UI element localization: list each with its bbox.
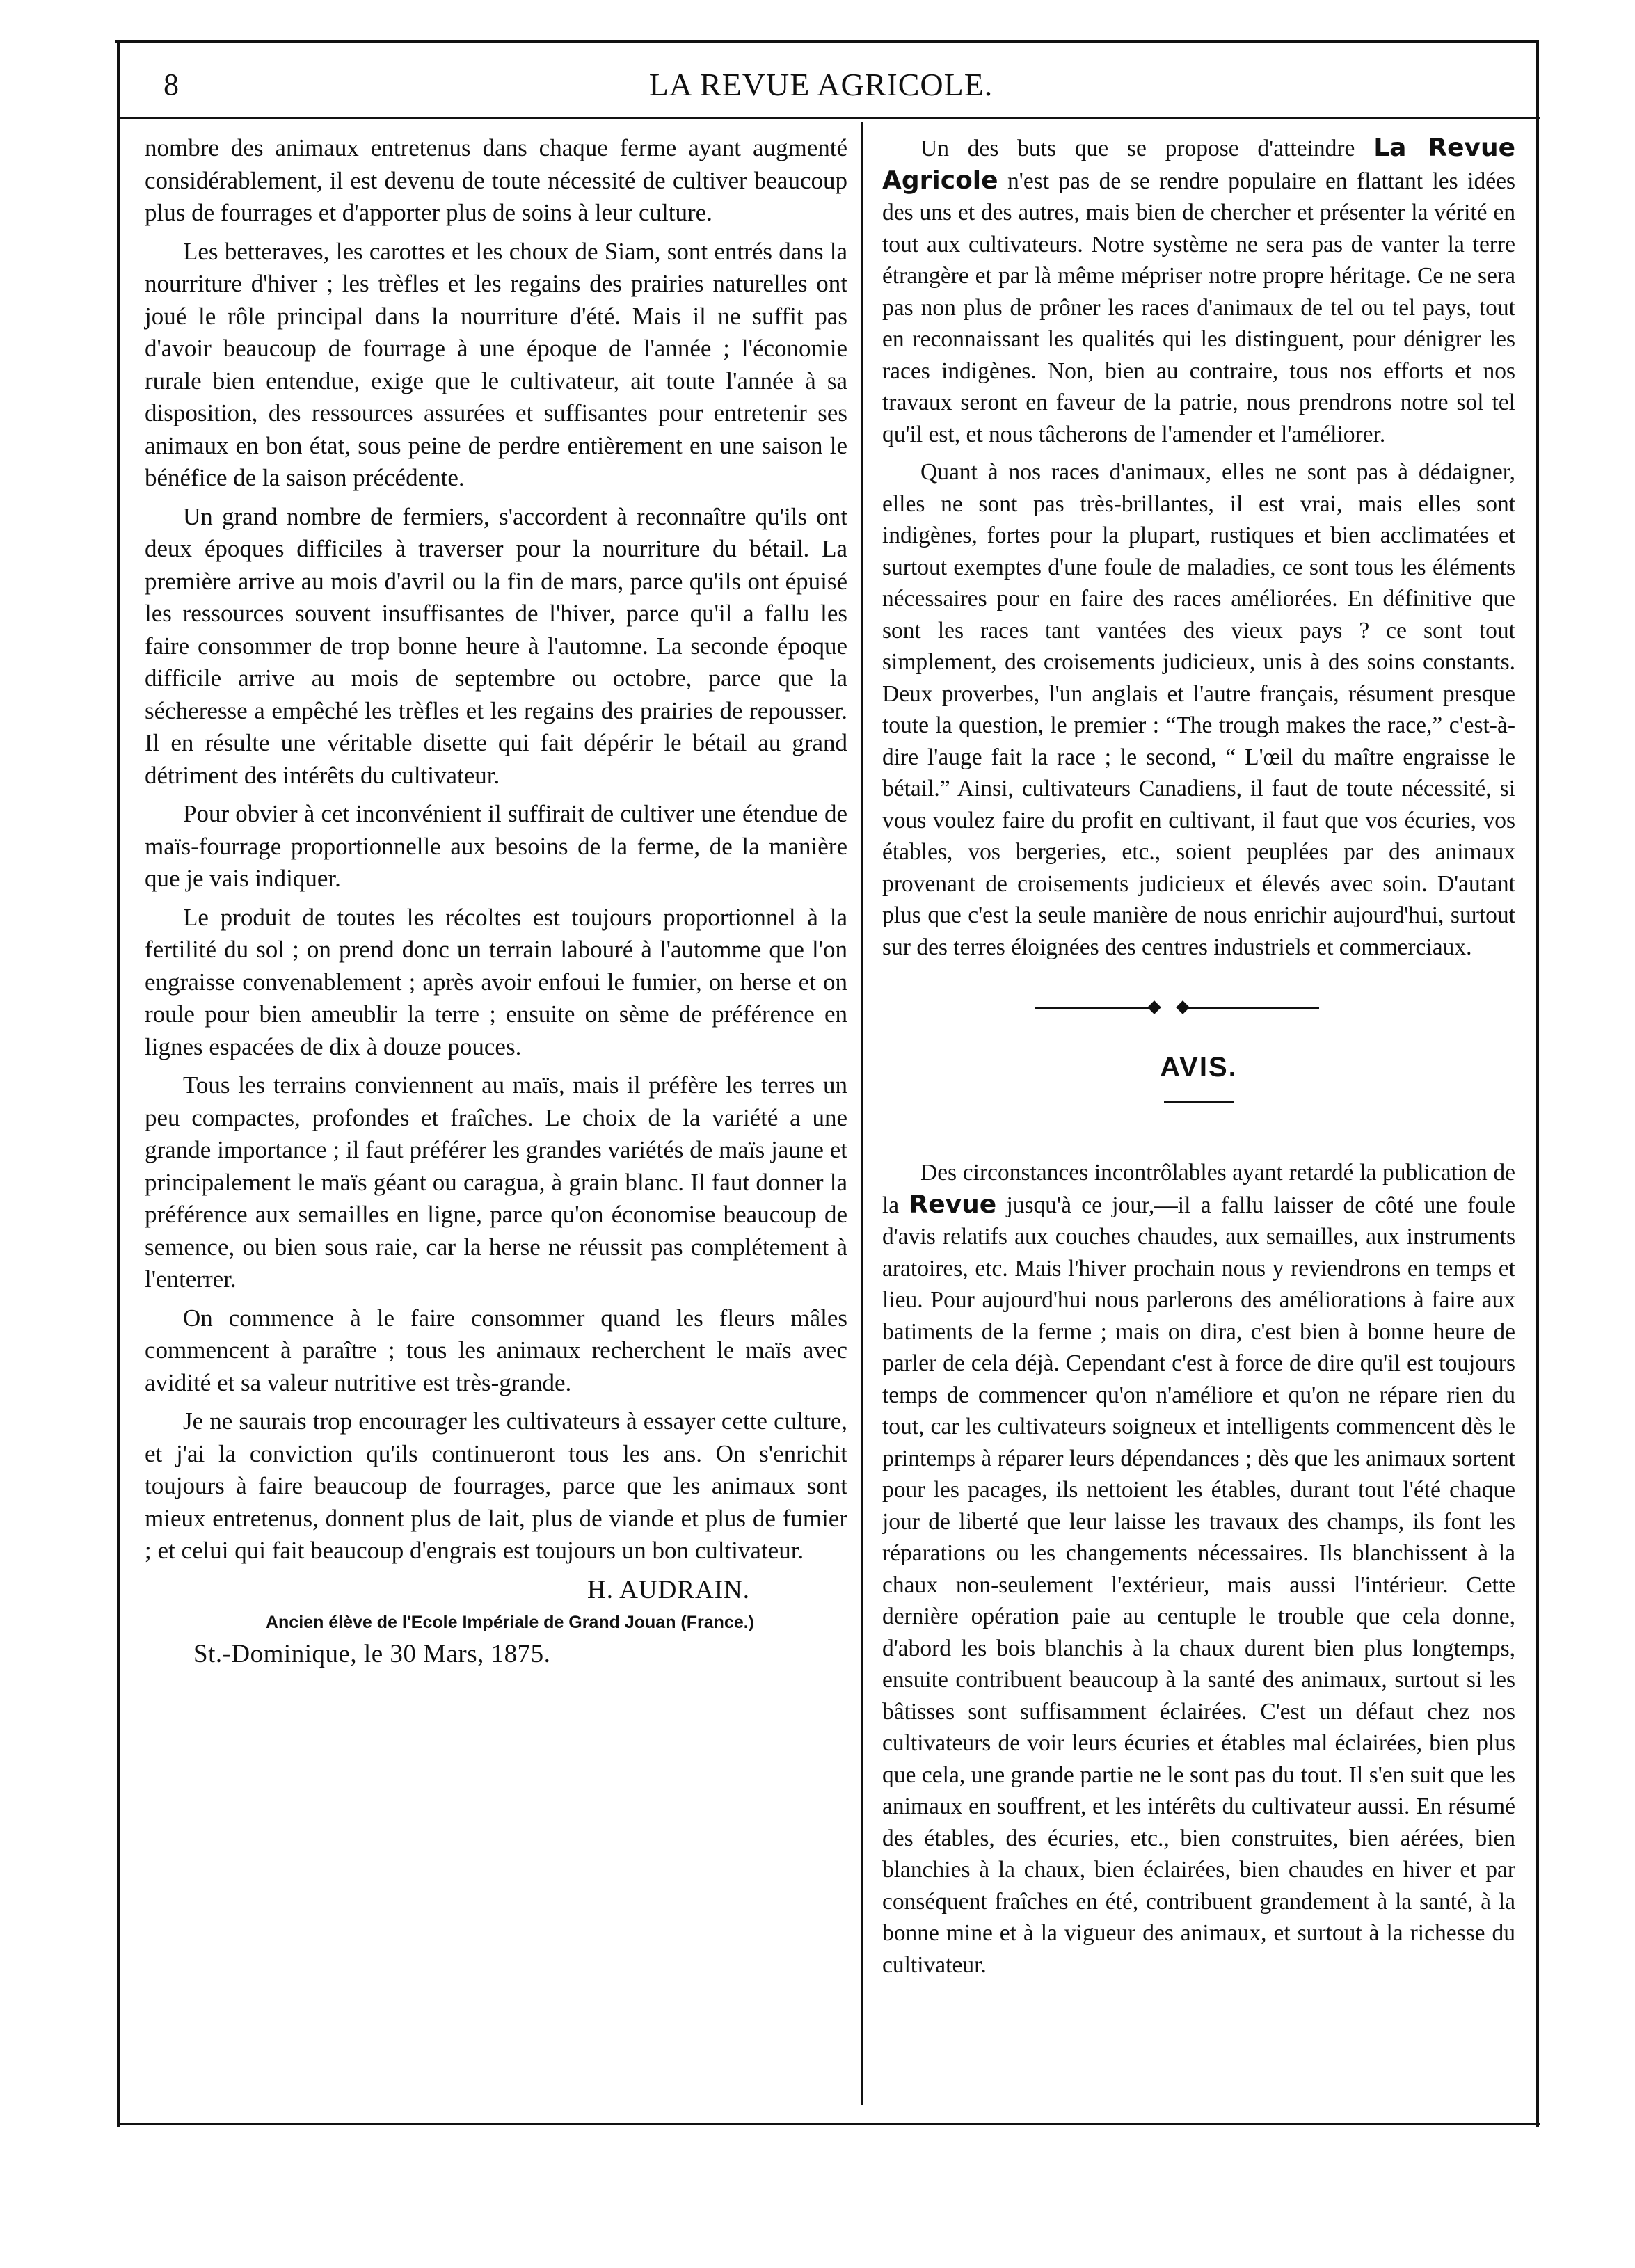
- article-paragraph: Le produit de toutes les récoltes est toujours proportionnel à la fertilité du sol ; on prend donc un terrain labouré à l'automme que l'on engraisse convenablement ; après avoir enfoui le fumier, on herse et on roule pour bien ameublir la terre ; ensuite on sème de préférence en lignes espacées de dix à douze pouces.: [145, 903, 847, 1060]
- running-title: LA REVUE AGRICOLE.: [648, 67, 994, 102]
- left-border-rule: [117, 40, 120, 2127]
- article-dateline: St.-Dominique, le 30 Mars, 1875.: [193, 1639, 551, 1668]
- editorial-text: Un des buts que se propose d'atteindre: [920, 136, 1374, 161]
- article-paragraph: Tous les terrains conviennent au maïs, mais il préfère les terres un peu compactes, profondes et fraîches. Le choix de la variété a une grande importance ; il faut préférer les grandes variétés de maïs jaune et principalement le maïs géant ou caragua, à grain blanc. Il faut donner la préférence aux semailles en ligne, parce qu'on économise beaucoup de semence, ou bien sous raie, car la herse ne réussit pas complétement à l'enterrer.: [145, 1071, 847, 1293]
- page-number: 8: [164, 67, 179, 102]
- right-border-rule: [1536, 40, 1539, 2127]
- avis-paragraph: [882, 1157, 1515, 1981]
- avis-heading: AVIS.: [1160, 1052, 1238, 1083]
- article-paragraph: Pour obvier à cet inconvénient il suffirait de cultiver une étendue de maïs-fourrage proportionnelle aux besoins de la ferme, de la manière que je vais indiquer.: [145, 800, 847, 892]
- header-top-rule: [115, 40, 1538, 43]
- avis-text: jusqu'à ce jour,—il a fallu laisser de côté une foule d'avis relatifs aux couches chaudes, aux semailles, aux instruments aratoires, etc. Mais l'hiver prochain nous y reviendrons en temps et lieu. Pour aujourd'hui nous parlerons des améliorations à faire aux batiments de la ferme ; mais on dira, c'est bien à bonne heure de parler de cela déjà. Cependant c'est à force de dire qu'il est toujours temps de commencer qu'on n'améliore et qu'on ne répare rien du tout, car les cultivateurs soigneux et intelligents commencent dès le printemps à réparer leurs dépendances ; dès que les animaux sortent pour les pacages, ils nettoient les étables, durant tout l'été chaque jour de liberté que leur laisse les travaux des champs, ils font les réparations ou les changements nécessaires. Ils blanchissent à la chaux non-seulement l'extérieur, mais aussi l'intérieur. Cette dernière opération paie au centuple le trouble que cela donne, d'abord les bois blanchis à la chaux durent bien plus longtemps, ensuite contribuent beaucoup à la santé des animaux, surtout si les bâtisses sont suffisamment éclairées. C'est un défaut chez nos cultivateurs de voir leurs écuries et étables mal éclairées, bien plus que cela, une grande partie ne le sont pas du tout. Il s'en suit que les animaux en souffrent, et les intérêts du cultivateur aussi. En résumé des étables, des écuries, etc., bien construites, bien aérées, bien blanchies à la chaux, bien éclairées, bien chaudes en hiver et par conséquent fraîches en été, contribuent grandement à la santé, à la bonne mine et à la vigueur des animaux, et surtout à la richesse du cultivateur.: [882, 1192, 1515, 1978]
- editorial-paragraph: Quant à nos races d'animaux, elles ne sont pas à dédaigner, elles ne sont pas très-brillantes, il est vrai, mais elles sont indigènes, fortes pour la plupart, rustiques et bien acclimatées et surtout exemptes d'une foule de maladies, ce sont tous les éléments nécessaires pour en faire des races améliorées. En définitive que sont les races tant vantées des vieux pays ? ce sont tout simplement, des croisements judicieux, unis à des soins constants. Deux proverbes, l'un anglais et l'autre français, résument presque toute la question, le premier : “The trough makes the race,” c'est-à-dire l'auge fait la race ; le second, “ L'œil du maître engraisse le bétail.” Ainsi, cultivateurs Canadiens, il faut de toute nécessité, si vous voulez faire du profit en cultivant, il faut que vos écuries, vos étables, vos bergeries, etc., soient peuplées par des animaux provenant de croisements judicieux et élevés avec soin. D'autant plus que c'est la seule manière de nous enrichir aujourd'hui, surtout sur des terres éloignées des centres industriels et commerciaux.: [882, 459, 1515, 960]
- article-paragraph: Je ne saurais trop encourager les cultivateurs à essayer cette culture, et j'ai la conviction qu'ils continueront tous les ans. On s'enrichit toujours à faire beaucoup de fourrages, parce que les animaux sont mieux entretenus, donnent plus de lait, plus de viande et plus de fumier ; et celui qui fait beaucoup d'engrais est toujours un bon cultivateur.: [145, 1407, 847, 1564]
- article-paragraph: Les betteraves, les carottes et les choux de Siam, sont entrés dans la nourriture d'hiver ; les trèfles et les regains des prairies naturelles ont joué le rôle principal dans la nourriture d'été. Mais il ne suffit pas d'avoir beaucoup de fourrage à une époque de l'année ; l'économie rurale bien entendue, exige que le cultivateur, ait toute l'année à sa disposition, des ressources assurées et suffisantes pour entretenir ses animaux en bon état, sous peine de perdre entièrement en une saison le bénéfice de la saison précédente.: [145, 237, 847, 491]
- article-paragraph: Un grand nombre de fermiers, s'accordent à reconnaître qu'ils ont deux époques difficiles à traverser pour la nourriture du bétail. La première arrive au mois d'avril ou la fin de mars, parce qu'ils ont épuisé les ressources souvent insuffisantes de l'hiver, parce qu'il a fallu les faire consommer de trop bonne heure à l'automne. La seconde époque difficile arrive au mois de septembre ou octobre, parce que la sécheresse a empêché les trèfles et les regains des prairies de repousser. Il en résulte une véritable disette qui fait dépérir le bétail au grand détriment des intérêts du cultivateur.: [145, 502, 847, 789]
- ornament-line: [1035, 1007, 1154, 1009]
- publication-name: La Revue Agricole: [882, 134, 1516, 195]
- right-column: [882, 132, 1515, 1987]
- article-paragraph: nombre des animaux entretenus dans chaque ferme ayant augmenté considérablement, il est devenu de toute nécessité de cultiver beaucoup plus de fourrages et d'apporter plus de soins à leur culture.: [145, 134, 847, 226]
- bottom-rule: [117, 2123, 1540, 2125]
- article-paragraph: On commence à le faire consommer quand les fleurs mâles commencent à paraître ; tous les animaux recherchent le maïs avec avidité et sa valeur nutritive est très-grande.: [145, 1304, 847, 1396]
- left-column: [145, 132, 847, 1671]
- author-title: Ancien élève de l'Ecole Impériale de Grand Jouan (France.): [265, 1612, 754, 1632]
- section-ornament: [882, 984, 1515, 1032]
- editorial-text: n'est pas de se rendre populaire en flattant les idées des uns et des autres, mais bien de chercher et présenter la vérité en tout aux cultivateurs. Notre système ne sera pas de vanter la terre étrangère et par là même mépriser notre propre héritage. Ce ne sera pas non plus de prôner les races d'animaux de tel ou tel pays, tout en reconnaissant les qualités qui les distinguent, pour dénigrer les races indigènes. Non, bien au contraire, tous nos efforts et nos travaux seront en faveur de la patrie, nous prendrons notre sol tel qu'il est, et nous tâcherons de l'amender et l'améliorer.: [882, 168, 1515, 447]
- avis-rule: [1164, 1101, 1234, 1103]
- ornament-diamond: [1147, 1000, 1161, 1014]
- publication-name: Revue: [909, 1190, 997, 1219]
- avis-text: Des circonstances incontrôlables ayant retardé la publication de la: [882, 1160, 1515, 1218]
- author-signature: H. AUDRAIN.: [587, 1575, 750, 1604]
- header-bottom-rule: [117, 117, 1540, 119]
- editorial-paragraph: [882, 132, 1515, 450]
- ornament-line: [1187, 1007, 1319, 1009]
- column-divider: [861, 122, 863, 2105]
